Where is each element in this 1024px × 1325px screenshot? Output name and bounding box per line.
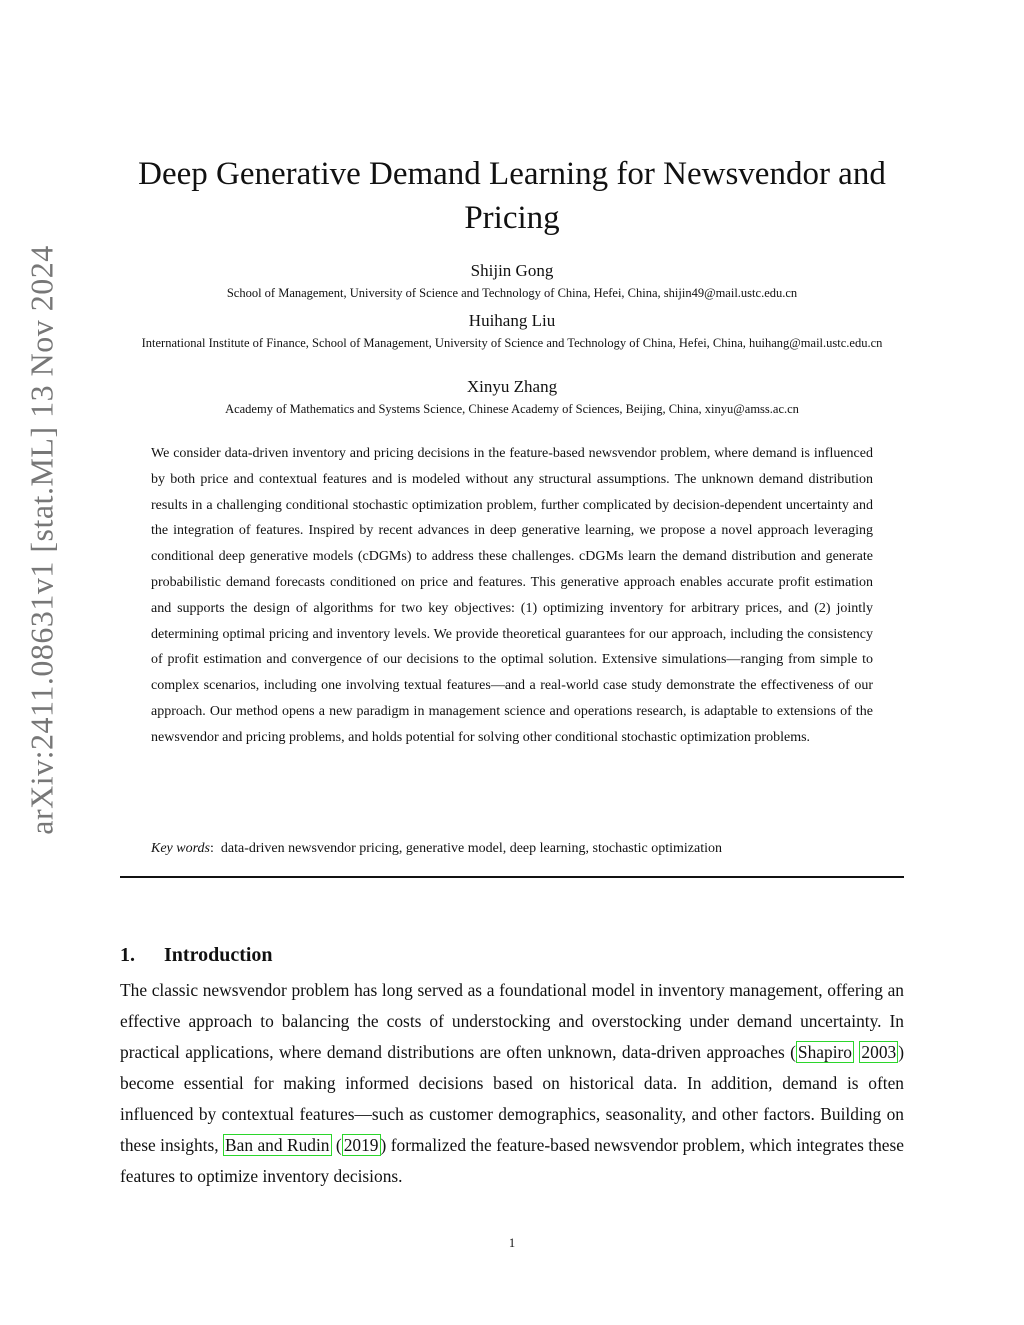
section-heading [120,942,273,968]
section-title: Introduction [164,944,273,966]
keywords-label: Key words [151,841,210,856]
keywords: Key words: data-driven newsvendor pricing, generative model, deep learning, stochastic optimization [151,841,722,856]
author-name: Xinyu Zhang [466,377,558,396]
citation-link[interactable]: 2003 [861,1042,897,1062]
abstract: We consider data-driven inventory and pricing decisions in the feature-based newsvendor problem, where demand is influenced by both price and contextual features and is modeled without any structural assumptions. The unknown demand distribution results in a challenging conditional stochastic optimization problem, further complicated by decision-dependent uncertainty and the integration of features. Inspired by recent advances in deep generative learning, we propose a novel approach leveraging conditional deep generative models (cDGMs) to address these challenges. cDGMs learn the demand distribution and generate probabilistic demand forecasts conditioned on price and features. This generative approach enables accurate profit estimation and supports the design of algorithms for two key objectives: (1) optimizing inventory for arbitrary prices, and (2) jointly determining optimal pricing and inventory levels. We provide theoretical guarantees for our approach, including the consistency of profit estimation and convergence of our decisions to the optimal solution. Extensive simulations—ranging from simple to complex scenarios, including one involving textual features—and a real-world case study demonstrate the effectiveness of our approach. Our method opens a new paradigm in management science and operations research, is adaptable to extensions of the newsvendor and pricing problems, and holds potential for solving other conditional stochastic optimization problems. [151,446,873,745]
author-affiliation: Academy of Mathematics and Systems Science, Chinese Academy of Sciences, Beijing, China, xinyu@amss.ac.cn [225,402,799,416]
page-number: 1 [508,1236,516,1250]
author-name: Shijin Gong [470,261,554,280]
author-affiliation: International Institute of Finance, School of Management, University of Science and Technology of China, Hefei, China, huihang@mail.ustc.edu.cn [141,336,883,350]
citation-link[interactable]: Ban and Rudin [225,1135,330,1155]
paper-title: Deep Generative Demand Learning for Newsvendor and Pricing [138,156,886,236]
keywords-text: data-driven newsvendor pricing, generative model, deep learning, stochastic optimization [220,841,722,856]
author-name: Huihang Liu [468,311,556,330]
intro-text: The classic newsvendor problem has long served as a foundational model in inventory management, offering an effective approach to balancing the costs of understocking and overstocking under demand uncertainty. In practical applications, where demand distributions are often unknown, data-driven approaches ( [120,980,904,1062]
citation-link[interactable]: Shapiro [797,1042,853,1062]
author-affiliation: School of Management, University of Science and Technology of China, Hefei, China, shijin49@mail.ustc.edu.cn [226,286,798,300]
intro-paragraph [120,975,904,1192]
section-divider [120,876,904,878]
author-block [120,310,904,351]
section-number: 1. [120,944,135,966]
author-block [120,260,904,301]
intro-text: ) formalized the feature-based newsvendor problem, which integrates these features to optimize inventory decisions. [120,1135,904,1186]
citation-link[interactable]: 2019 [343,1135,379,1155]
arxiv-id: arXiv:2411.08631v1 [stat.ML] 13 Nov 2024 [23,245,60,835]
intro-text: ) become essential for making informed decisions based on historical data. In addition, demand is often influenced by contextual features—such as customer demographics, seasonality, and other factors. Building on these insights, [120,1042,904,1155]
author-block [120,376,904,417]
intro-text: ( [331,1135,342,1155]
arxiv-stamp [12,120,72,960]
